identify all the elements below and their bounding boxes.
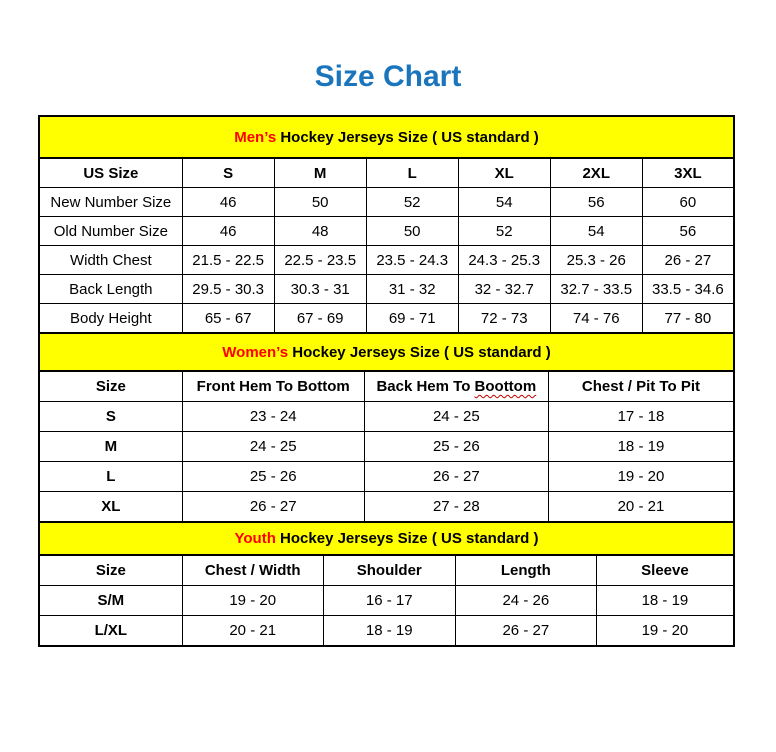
- table-cell: 29.5 - 30.3: [182, 275, 274, 304]
- table-cell: 56: [642, 217, 734, 246]
- womens-title-rest: Hockey Jerseys Size ( US standard ): [292, 343, 551, 361]
- table-cell: 18 - 19: [323, 616, 455, 647]
- table-row: [39, 304, 734, 334]
- table-cell: 19 - 20: [182, 586, 323, 616]
- table-cell: 21.5 - 22.5: [182, 246, 274, 275]
- row-label: M: [39, 432, 182, 462]
- table-cell: 46: [182, 188, 274, 217]
- table-cell: 65 - 67: [182, 304, 274, 334]
- table-cell: 16 - 17: [323, 586, 455, 616]
- table-cell: 22.5 - 23.5: [274, 246, 366, 275]
- mens-column-header-row: [39, 158, 734, 188]
- table-row: [39, 246, 734, 275]
- table-row: [39, 616, 734, 647]
- youth-title-rest: Hockey Jerseys Size ( US standard ): [280, 530, 539, 547]
- table-cell: 26 - 27: [455, 616, 596, 647]
- table-cell: 77 - 80: [642, 304, 734, 334]
- youth-column-header-row: [39, 555, 734, 586]
- row-label: S: [39, 402, 182, 432]
- table-row: [39, 492, 734, 523]
- table-row: [39, 462, 734, 492]
- womens-section-title-row: [39, 333, 734, 371]
- womens-col-chest: Chest / Pit To Pit: [548, 371, 734, 402]
- youth-col-size: Size: [39, 555, 182, 586]
- back-hem-prefix: Back Hem To: [376, 378, 475, 395]
- mens-size-table: [38, 115, 735, 334]
- youth-highlight: Youth: [234, 530, 281, 547]
- table-cell: 23.5 - 24.3: [366, 246, 458, 275]
- table-cell: 72 - 73: [458, 304, 550, 334]
- youth-col-chest: Chest / Width: [182, 555, 323, 586]
- page-title: Size Chart: [314, 60, 462, 93]
- table-cell: 20 - 21: [182, 616, 323, 647]
- table-cell: 25 - 26: [182, 462, 364, 492]
- youth-col-sleeve: Sleeve: [596, 555, 734, 586]
- womens-col-back-hem: [364, 371, 548, 402]
- row-label: Body Height: [39, 304, 182, 334]
- mens-title-rest: Hockey Jerseys Size ( US standard ): [280, 128, 539, 146]
- table-row: [39, 402, 734, 432]
- womens-size-table: [38, 332, 735, 523]
- table-cell: 46: [182, 217, 274, 246]
- mens-col-3xl: 3XL: [642, 158, 734, 188]
- table-cell: 32 - 32.7: [458, 275, 550, 304]
- table-cell: 19 - 20: [548, 462, 734, 492]
- row-label: S/M: [39, 586, 182, 616]
- table-row: [39, 275, 734, 304]
- table-cell: 24 - 25: [364, 402, 548, 432]
- table-cell: 48: [274, 217, 366, 246]
- table-cell: 24 - 25: [182, 432, 364, 462]
- table-cell: 54: [458, 188, 550, 217]
- row-label: XL: [39, 492, 182, 523]
- table-cell: 33.5 - 34.6: [642, 275, 734, 304]
- table-cell: 26 - 27: [182, 492, 364, 523]
- table-cell: 17 - 18: [548, 402, 734, 432]
- mens-col-us-size: US Size: [39, 158, 182, 188]
- table-cell: 56: [550, 188, 642, 217]
- table-row: [39, 432, 734, 462]
- youth-section-title-row: [39, 522, 734, 555]
- table-cell: 67 - 69: [274, 304, 366, 334]
- youth-section-title: [39, 522, 734, 555]
- table-cell: 50: [366, 217, 458, 246]
- table-cell: 54: [550, 217, 642, 246]
- table-cell: 32.7 - 33.5: [550, 275, 642, 304]
- table-cell: 69 - 71: [366, 304, 458, 334]
- youth-col-shoulder: Shoulder: [323, 555, 455, 586]
- table-cell: 20 - 21: [548, 492, 734, 523]
- womens-section-title: [39, 333, 734, 371]
- mens-col-m: M: [274, 158, 366, 188]
- table-cell: 25.3 - 26: [550, 246, 642, 275]
- table-cell: 26 - 27: [364, 462, 548, 492]
- table-cell: 30.3 - 31: [274, 275, 366, 304]
- table-cell: 74 - 76: [550, 304, 642, 334]
- table-cell: 24.3 - 25.3: [458, 246, 550, 275]
- table-cell: 26 - 27: [642, 246, 734, 275]
- table-cell: 60: [642, 188, 734, 217]
- row-label: Width Chest: [39, 246, 182, 275]
- mens-col-xl: XL: [458, 158, 550, 188]
- table-cell: 31 - 32: [366, 275, 458, 304]
- size-chart: [38, 115, 735, 647]
- back-hem-misspelled-word: Boottom: [474, 378, 537, 395]
- table-cell: 18 - 19: [548, 432, 734, 462]
- womens-column-header-row: [39, 371, 734, 402]
- table-row: [39, 586, 734, 616]
- table-cell: 52: [366, 188, 458, 217]
- row-label: L: [39, 462, 182, 492]
- mens-highlight: Men’s: [234, 128, 281, 146]
- row-label: New Number Size: [39, 188, 182, 217]
- table-cell: 27 - 28: [364, 492, 548, 523]
- mens-col-s: S: [182, 158, 274, 188]
- table-cell: 23 - 24: [182, 402, 364, 432]
- mens-section-title: [39, 116, 734, 158]
- womens-col-front-hem: Front Hem To Bottom: [182, 371, 364, 402]
- youth-col-length: Length: [455, 555, 596, 586]
- row-label: Back Length: [39, 275, 182, 304]
- youth-size-table: [38, 521, 735, 647]
- mens-section-title-row: [39, 116, 734, 158]
- row-label: L/XL: [39, 616, 182, 647]
- womens-col-size: Size: [39, 371, 182, 402]
- mens-col-2xl: 2XL: [550, 158, 642, 188]
- table-cell: 18 - 19: [596, 586, 734, 616]
- table-cell: 50: [274, 188, 366, 217]
- table-row: [39, 188, 734, 217]
- womens-highlight: Women’s: [222, 343, 293, 361]
- table-cell: 19 - 20: [596, 616, 734, 647]
- table-cell: 25 - 26: [364, 432, 548, 462]
- mens-col-l: L: [366, 158, 458, 188]
- table-row: [39, 217, 734, 246]
- table-cell: 52: [458, 217, 550, 246]
- row-label: Old Number Size: [39, 217, 182, 246]
- table-cell: 24 - 26: [455, 586, 596, 616]
